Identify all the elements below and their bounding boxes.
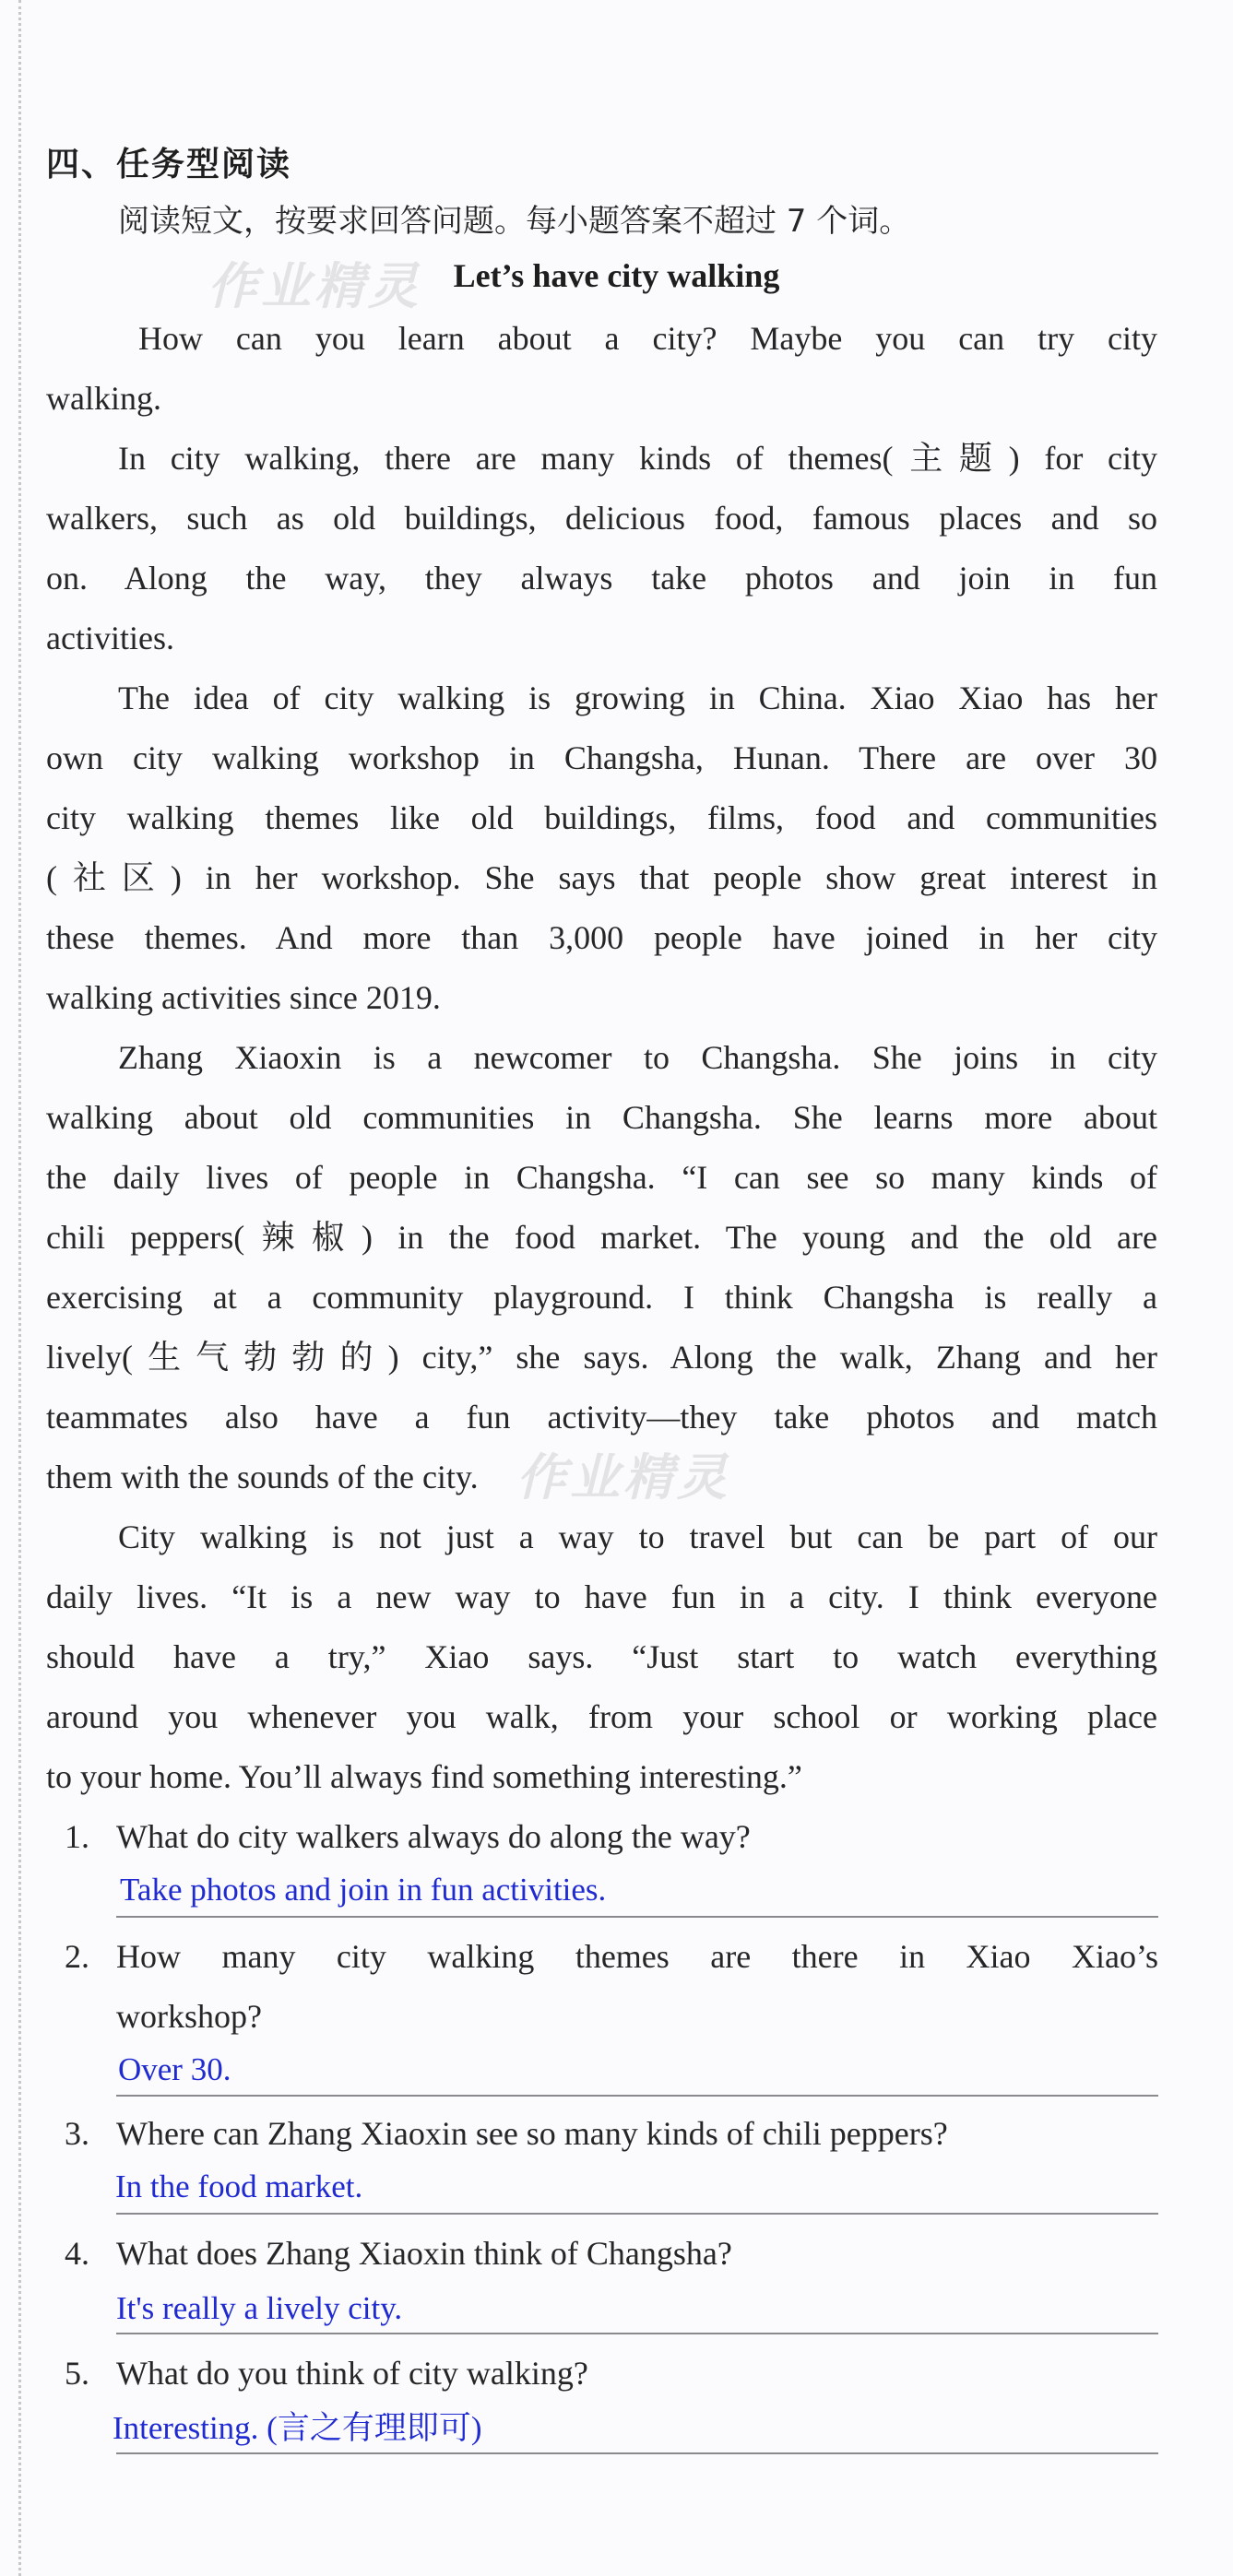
passage-line: teammates also have a fun activity—they take photos and match	[46, 1399, 1157, 1436]
question-3	[65, 2113, 948, 2154]
section-title: 四、任务型阅读	[46, 146, 292, 183]
passage-line: them with the sounds of the city.	[46, 1459, 479, 1495]
passage-line: How can you learn about a city? Maybe you can try city	[138, 320, 1157, 357]
passage-line: daily lives. “It is a new way to have fun in a city. I think everyone	[46, 1578, 1157, 1615]
answer-line	[116, 2333, 1158, 2334]
passage-line: the daily lives of people in Changsha. “I can see so many kinds of	[46, 1159, 1157, 1196]
watermark-logo: 作业精灵	[516, 1448, 730, 1507]
question-number: 4.	[65, 2235, 89, 2272]
answer-3: In the food market.	[115, 2168, 363, 2204]
passage-line: exercising at a community playground. I think Changsha is really a	[46, 1279, 1157, 1316]
passage-title: Let’s have city walking	[453, 257, 780, 294]
passage-line: on. Along the way, they always take photos and join in fun	[46, 560, 1157, 597]
question-2	[65, 1936, 1158, 1977]
passage-line: lively(生气勃勃的) city,” she says. Along the walk, Zhang and her	[46, 1339, 1157, 1376]
passage-line: The idea of city walking is growing in China. Xiao Xiao has her	[118, 679, 1157, 716]
question-text: How many city walking themes are there in Xiao Xiao’s	[116, 1938, 1158, 1975]
answer-4: It's really a lively city.	[116, 2290, 403, 2326]
question-text-continued: workshop?	[116, 1998, 262, 2035]
question-text: What do you think of city walking?	[116, 2355, 588, 2392]
passage-line: walking.	[46, 380, 161, 417]
passage-line: activities.	[46, 620, 174, 656]
question-number: 5.	[65, 2355, 89, 2392]
passage-line: chili peppers(辣椒) in the food market. The young and the old are	[46, 1219, 1157, 1256]
passage-line: walking about old communities in Changsha. She learns more about	[46, 1099, 1157, 1136]
passage-line: around you whenever you walk, from your school or working place	[46, 1698, 1157, 1735]
answer-line	[116, 2452, 1158, 2454]
question-text: What does Zhang Xiaoxin think of Changsha?	[116, 2235, 732, 2272]
answer-1: Take photos and join in fun activities.	[120, 1872, 607, 1908]
passage-line: walking activities since 2019.	[46, 979, 441, 1016]
passage-line: should have a try,” Xiao says. “Just start to watch everything	[46, 1638, 1157, 1675]
instruction-text: 阅读短文，按要求回答问题。每小题答案不超过 7 个词。	[118, 203, 911, 240]
passage-line: walkers, such as old buildings, delicious food, famous places and so	[46, 500, 1157, 537]
answer-line	[116, 1916, 1158, 1918]
question-text: What do city walkers always do along the way?	[116, 1818, 751, 1855]
passage-line: city walking themes like old buildings, films, food and communities	[46, 799, 1157, 836]
answer-line	[116, 2213, 1158, 2215]
passage-line: these themes. And more than 3,000 people have joined in her city	[46, 919, 1157, 956]
question-1	[65, 1816, 751, 1857]
passage-line: own city walking workshop in Changsha, Hunan. There are over 30	[46, 739, 1157, 776]
question-4	[65, 2233, 732, 2274]
question-number: 2.	[65, 1938, 89, 1975]
question-5	[65, 2353, 588, 2393]
watermark-logo: 作业精灵	[207, 257, 421, 315]
passage-line: to your home. You’ll always find something interesting.”	[46, 1758, 802, 1795]
answer-2: Over 30.	[118, 2051, 231, 2087]
question-number: 3.	[65, 2115, 89, 2152]
passage-line: Zhang Xiaoxin is a newcomer to Changsha. She joins in city	[118, 1039, 1157, 1076]
passage-line: In city walking, there are many kinds of themes(主题) for city	[118, 440, 1157, 477]
answer-line	[116, 2095, 1158, 2097]
answer-5: Interesting. (言之有理即可)	[113, 2410, 482, 2446]
question-text: Where can Zhang Xiaoxin see so many kinds of chili peppers?	[116, 2115, 948, 2152]
binding-margin-line	[18, 0, 21, 2576]
passage-line: (社区) in her workshop. She says that people show great interest in	[46, 859, 1157, 896]
question-number: 1.	[65, 1818, 89, 1855]
passage-line: City walking is not just a way to travel but can be part of our	[118, 1518, 1157, 1555]
